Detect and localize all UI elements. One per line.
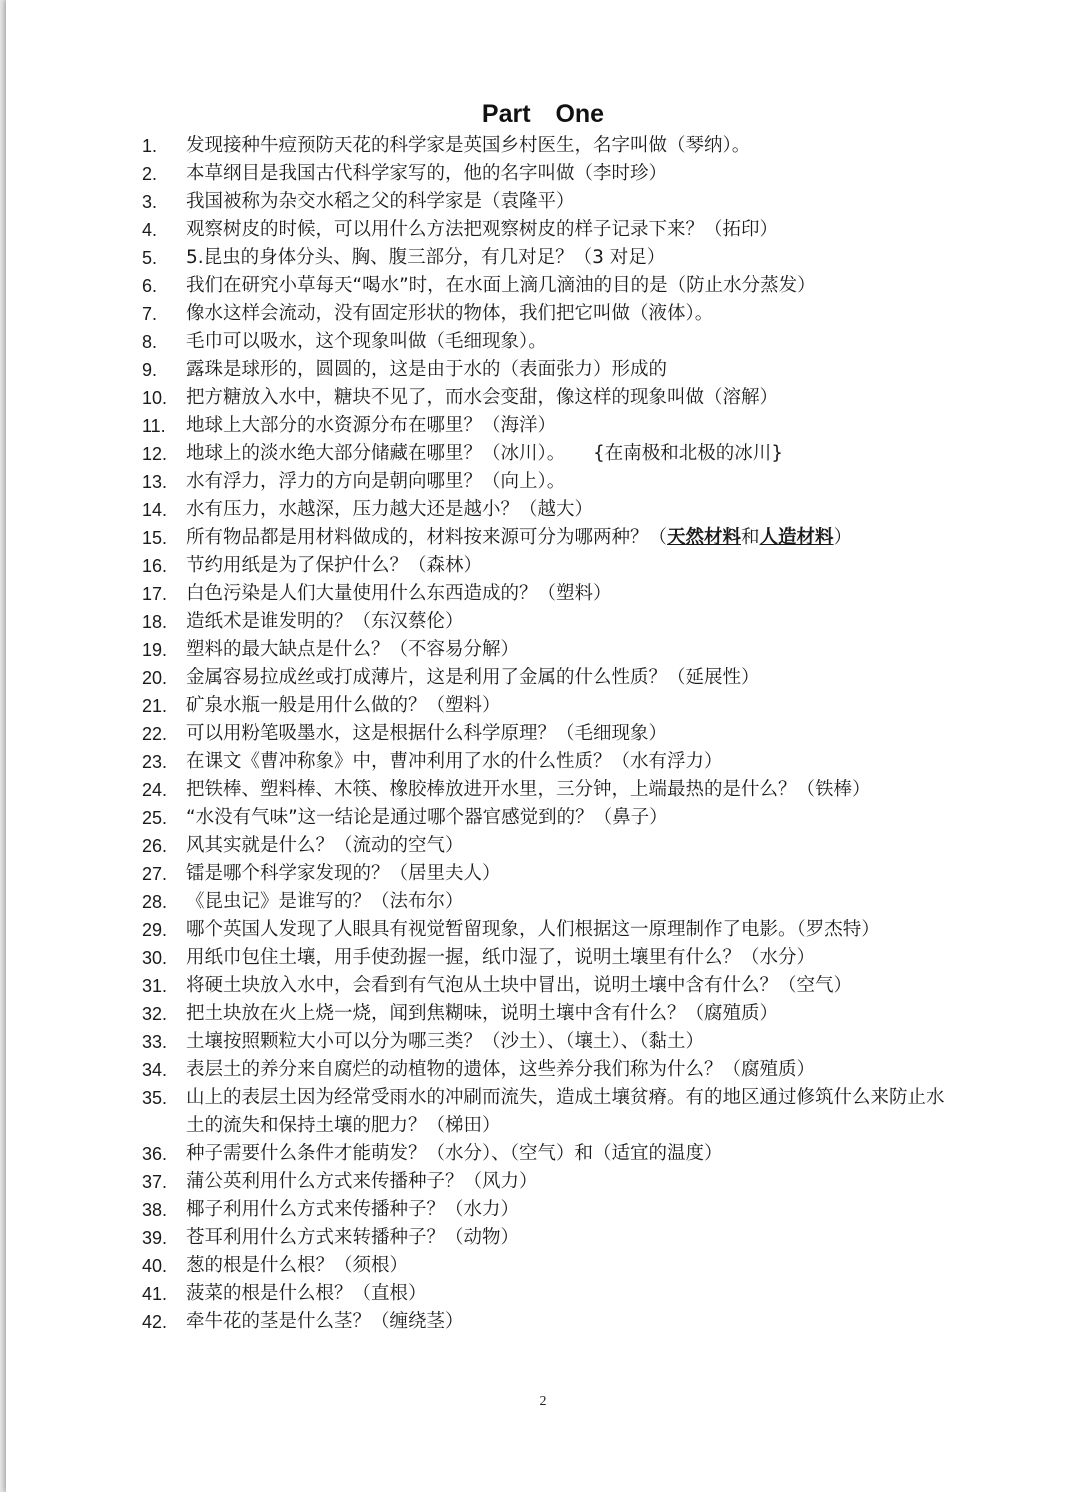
item-number: 4. — [142, 220, 158, 240]
item-number: 34. — [142, 1060, 168, 1080]
question-list — [142, 132, 954, 1336]
item-text: 牵牛花的茎是什么茎？（缠绕茎） — [186, 1311, 464, 1332]
item-text: 露珠是球形的，圆圆的，这是由于水的（表面张力）形成的 — [186, 359, 668, 380]
list-item — [142, 188, 954, 216]
list-item — [142, 1056, 954, 1084]
page-title: Part One — [481, 100, 605, 128]
item-text: 地球上大部分的水资源分布在哪里？（海洋） — [186, 415, 557, 436]
item-text: 发现接种牛痘预防天花的科学家是英国乡村医生，名字叫做（琴纳）。 — [186, 135, 751, 156]
list-item — [142, 1280, 954, 1308]
list-item — [142, 972, 954, 1000]
item-text: 水有浮力，浮力的方向是朝向哪里？（向上）。 — [186, 471, 566, 492]
item-text: 本草纲目是我国古代科学家写的，他的名字叫做（李时珍） — [186, 163, 668, 184]
item-number: 39. — [142, 1228, 168, 1248]
item-text: 造纸术是谁发明的？（东汉蔡伦） — [186, 611, 464, 632]
item-text: 风其实就是什么？（流动的空气） — [186, 835, 464, 856]
list-item — [142, 496, 954, 524]
list-item — [142, 384, 954, 412]
item-text: 地球上的淡水绝大部分储藏在哪里？（冰川）。 {在南极和北极的冰川} — [186, 443, 784, 464]
item-text: 哪个英国人发现了人眼具有视觉暂留现象，人们根据这一原理制作了电影。（罗杰特） — [186, 919, 880, 940]
list-item — [142, 272, 954, 300]
item-text: 节约用纸是为了保护什么？（森林） — [186, 555, 483, 576]
item-text: 塑料的最大缺点是什么？（不容易分解） — [186, 639, 520, 660]
list-item — [142, 244, 954, 272]
list-item — [142, 776, 954, 804]
item-text: 我们在研究小草每天“喝水”时，在水面上滴几滴油的目的是（防止水分蒸发） — [186, 275, 816, 296]
item-number: 18. — [142, 612, 168, 632]
item-number: 13. — [142, 472, 168, 492]
item-number: 8. — [142, 332, 158, 352]
item-text-part: 所有物品都是用材料做成的，材料按来源可分为哪两种？（ — [186, 527, 668, 548]
item-text: 5.昆虫的身体分头、胸、腹三部分，有几对足？（3 对足） — [186, 247, 666, 268]
item-text: 在课文《曹冲称象》中，曹冲利用了水的什么性质？（水有浮力） — [186, 751, 723, 772]
item-text: 毛巾可以吸水，这个现象叫做（毛细现象）。 — [186, 331, 547, 352]
item-number: 42. — [142, 1312, 168, 1332]
item-number: 6. — [142, 276, 158, 296]
item-number: 3. — [142, 192, 158, 212]
item-number: 16. — [142, 556, 168, 576]
item-number: 38. — [142, 1200, 168, 1220]
item-number: 7. — [142, 304, 158, 324]
item-text: 镭是哪个科学家发现的？（居里夫人） — [186, 863, 501, 884]
item-number: 9. — [142, 360, 158, 380]
list-item — [142, 1224, 954, 1252]
item-text: 把铁棒、塑料棒、木筷、橡胶棒放进开水里，三分钟，上端最热的是什么？（铁棒） — [186, 779, 871, 800]
list-item — [142, 356, 954, 384]
item-text: 山上的表层土因为经常受雨水的冲刷而流失，造成土壤贫瘠。有的地区通过修筑什么来防止水土的流失和保持土壤的肥力？（梯田） — [186, 1087, 945, 1136]
item-number: 20. — [142, 668, 168, 688]
item-number: 10. — [142, 388, 168, 408]
list-item — [142, 412, 954, 440]
list-item — [142, 440, 954, 468]
list-item — [142, 580, 954, 608]
item-number: 27. — [142, 864, 168, 884]
item-number: 37. — [142, 1172, 168, 1192]
list-item — [142, 804, 954, 832]
item-text: 蒲公英利用什么方式来传播种子？（风力） — [186, 1171, 538, 1192]
list-item — [142, 552, 954, 580]
item-number: 2. — [142, 164, 158, 184]
list-item — [142, 300, 954, 328]
item-text: 表层土的养分来自腐烂的动植物的遗体，这些养分我们称为什么？（腐殖质） — [186, 1059, 816, 1080]
item-number: 22. — [142, 724, 168, 744]
underlined-answer: 天然材料 — [667, 527, 742, 548]
list-item — [142, 608, 954, 636]
item-number: 25. — [142, 808, 168, 828]
list-item — [142, 748, 954, 776]
list-item — [142, 1196, 954, 1224]
item-number: 41. — [142, 1284, 168, 1304]
item-text: 苍耳利用什么方式来转播种子？（动物） — [186, 1227, 520, 1248]
item-text: 可以用粉笔吸墨水，这是根据什么科学原理？（毛细现象） — [186, 723, 668, 744]
item-text: 金属容易拉成丝或打成薄片，这是利用了金属的什么性质？（延展性） — [186, 667, 760, 688]
item-text: 把方糖放入水中，糖块不见了，而水会变甜，像这样的现象叫做（溶解） — [186, 387, 779, 408]
list-item — [142, 1252, 954, 1280]
item-number: 12. — [142, 444, 168, 464]
item-text: 用纸巾包住土壤，用手使劲握一握，纸巾湿了，说明土壤里有什么？（水分） — [186, 947, 816, 968]
item-number: 33. — [142, 1032, 168, 1052]
list-item — [142, 160, 954, 188]
item-text: “水没有气味”这一结论是通过哪个器官感觉到的？（鼻子） — [186, 807, 668, 828]
list-item — [142, 636, 954, 664]
list-item — [142, 944, 954, 972]
item-text-part: ） — [833, 527, 853, 548]
item-text: 种子需要什么条件才能萌发？（水分）、（空气）和（适宜的温度） — [186, 1143, 723, 1164]
list-item — [142, 216, 954, 244]
document-page — [6, 0, 1080, 1492]
item-number: 26. — [142, 836, 168, 856]
list-item — [142, 720, 954, 748]
item-text: 观察树皮的时候，可以用什么方法把观察树皮的样子记录下来？（拓印） — [186, 219, 779, 240]
item-number: 28. — [142, 892, 168, 912]
item-text: 矿泉水瓶一般是用什么做的？（塑料） — [186, 695, 501, 716]
item-number: 5. — [142, 248, 158, 268]
list-item — [142, 888, 954, 916]
item-number: 29. — [142, 920, 168, 940]
item-number: 35. — [142, 1088, 168, 1108]
list-item — [142, 916, 954, 944]
item-number: 36. — [142, 1144, 168, 1164]
list-item — [142, 132, 954, 160]
list-item — [142, 1140, 954, 1168]
item-number: 32. — [142, 1004, 168, 1024]
item-text: 把土块放在火上烧一烧，闻到焦糊味，说明土壤中含有什么？（腐殖质） — [186, 1003, 779, 1024]
list-item — [142, 524, 954, 552]
item-number: 19. — [142, 640, 168, 660]
list-item — [142, 468, 954, 496]
item-number: 31. — [142, 976, 168, 996]
item-text: 将硬土块放入水中，会看到有气泡从土块中冒出，说明土壤中含有什么？（空气） — [186, 975, 853, 996]
item-text: 《昆虫记》是谁写的？（法布尔） — [186, 891, 464, 912]
item-text: 菠菜的根是什么根？（直根） — [186, 1283, 427, 1304]
item-number: 15. — [142, 528, 168, 548]
list-item — [142, 1168, 954, 1196]
page-number: 2 — [539, 1394, 547, 1409]
item-number: 11. — [142, 416, 166, 436]
list-item — [142, 328, 954, 356]
item-number: 30. — [142, 948, 168, 968]
list-item — [142, 860, 954, 888]
item-text-part: 和 — [741, 527, 760, 548]
item-number: 17. — [142, 584, 168, 604]
item-number: 21. — [142, 696, 168, 716]
list-item — [142, 832, 954, 860]
list-item — [142, 1084, 954, 1140]
list-item — [142, 1308, 954, 1336]
underlined-answer: 人造材料 — [759, 527, 834, 548]
item-number: 14. — [142, 500, 168, 520]
item-number: 40. — [142, 1256, 168, 1276]
item-text: 白色污染是人们大量使用什么东西造成的？（塑料） — [186, 583, 612, 604]
item-text: 像水这样会流动，没有固定形状的物体，我们把它叫做（液体）。 — [186, 303, 714, 324]
list-item — [142, 692, 954, 720]
item-text: 土壤按照颗粒大小可以分为哪三类？（沙土）、（壤土）、（黏土） — [186, 1031, 705, 1052]
item-number: 23. — [142, 752, 168, 772]
item-text — [186, 524, 954, 552]
item-text: 水有压力，水越深，压力越大还是越小？（越大） — [186, 499, 594, 520]
list-item — [142, 664, 954, 692]
item-text: 椰子利用什么方式来传播种子？（水力） — [186, 1199, 520, 1220]
item-number: 24. — [142, 780, 168, 800]
item-text: 葱的根是什么根？（须根） — [186, 1255, 409, 1276]
item-text: 我国被称为杂交水稻之父的科学家是（袁隆平） — [186, 191, 575, 212]
list-item — [142, 1028, 954, 1056]
list-item — [142, 1000, 954, 1028]
item-number: 1. — [142, 136, 158, 156]
